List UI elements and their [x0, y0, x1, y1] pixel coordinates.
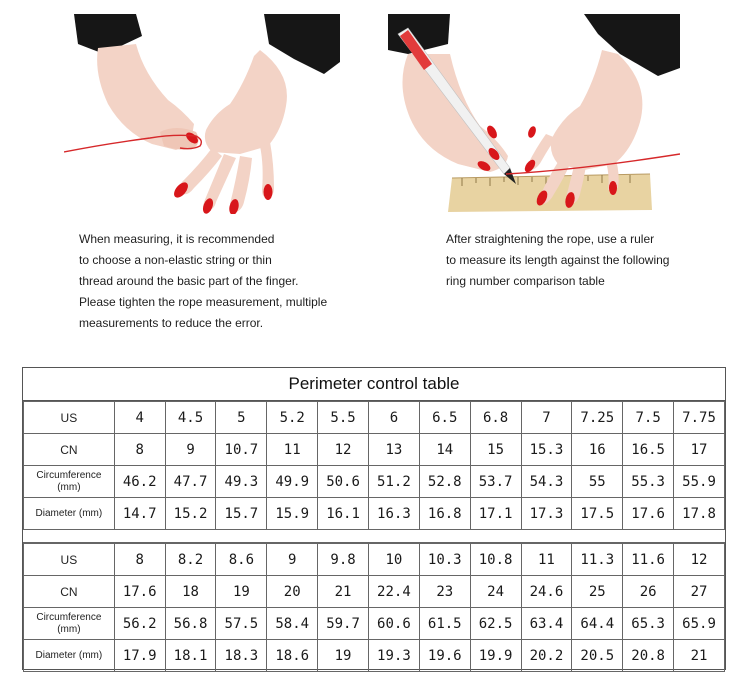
size-cell-diameter: 17.6	[623, 498, 674, 530]
size-cell-circumference: 50.6	[318, 466, 369, 498]
size-cell-cn: 26	[623, 576, 674, 608]
size-cell-cn: 27	[674, 576, 725, 608]
size-cell-circumference: 55.3	[623, 466, 674, 498]
size-cell-us: 5.5	[318, 402, 369, 434]
size-cell-us: 11.6	[623, 544, 674, 576]
size-cell-cn: 24	[470, 576, 521, 608]
size-cell-us: 4.5	[165, 402, 216, 434]
size-cell-circumference: 63.4	[521, 608, 572, 640]
size-cell-circumference: 51.2	[368, 466, 419, 498]
size-cell-us: 5	[216, 402, 267, 434]
size-cell-us: 5.2	[267, 402, 318, 434]
size-cell-circumference: 65.9	[674, 608, 725, 640]
label-diameter: Diameter (mm)	[24, 498, 115, 530]
size-cell-cn: 10.7	[216, 434, 267, 466]
row-circumference	[24, 466, 725, 498]
size-cell-cn: 12	[318, 434, 369, 466]
size-cell-circumference: 61.5	[419, 608, 470, 640]
size-cell-diameter: 20.8	[623, 640, 674, 672]
size-cell-cn: 15.3	[521, 434, 572, 466]
size-cell-diameter: 17.9	[114, 640, 165, 672]
size-cell-diameter: 21	[674, 640, 725, 672]
size-cell-diameter: 18.6	[267, 640, 318, 672]
ring-size-table	[22, 367, 726, 670]
size-cell-diameter: 17.5	[572, 498, 623, 530]
size-cell-diameter: 18.3	[216, 640, 267, 672]
size-cell-us: 4	[114, 402, 165, 434]
size-cell-us: 8	[114, 544, 165, 576]
size-cell-cn: 20	[267, 576, 318, 608]
size-cell-us: 7.75	[674, 402, 725, 434]
size-cell-diameter: 18.1	[165, 640, 216, 672]
label-circumference: Circumference (mm)	[24, 608, 115, 640]
size-cell-diameter: 15.7	[216, 498, 267, 530]
size-cell-diameter: 14.7	[114, 498, 165, 530]
size-cell-cn: 24.6	[521, 576, 572, 608]
row-cn	[24, 576, 725, 608]
size-cell-diameter: 19.6	[419, 640, 470, 672]
size-cell-cn: 11	[267, 434, 318, 466]
size-cell-diameter: 15.2	[165, 498, 216, 530]
size-cell-circumference: 56.8	[165, 608, 216, 640]
instruction-line: measurements to reduce the error.	[79, 316, 264, 330]
size-cell-circumference: 64.4	[572, 608, 623, 640]
size-cell-diameter: 16.8	[419, 498, 470, 530]
size-cell-cn: 22.4	[368, 576, 419, 608]
table-title: Perimeter control table	[23, 368, 725, 401]
size-cell-us: 8.6	[216, 544, 267, 576]
size-cell-cn: 21	[318, 576, 369, 608]
row-us	[24, 544, 725, 576]
size-cell-diameter: 16.3	[368, 498, 419, 530]
size-grid-part2	[23, 543, 725, 672]
size-cell-circumference: 47.7	[165, 466, 216, 498]
row-us	[24, 402, 725, 434]
size-cell-diameter: 19.9	[470, 640, 521, 672]
size-cell-circumference: 57.5	[216, 608, 267, 640]
size-cell-us: 9	[267, 544, 318, 576]
size-cell-circumference: 60.6	[368, 608, 419, 640]
size-cell-us: 9.8	[318, 544, 369, 576]
label-diameter: Diameter (mm)	[24, 640, 115, 672]
size-cell-us: 7	[521, 402, 572, 434]
instructions-left	[79, 229, 379, 334]
size-cell-diameter: 20.2	[521, 640, 572, 672]
size-cell-cn: 15	[470, 434, 521, 466]
size-cell-cn: 14	[419, 434, 470, 466]
photo-measuring-finger	[64, 14, 340, 214]
size-cell-cn: 8	[114, 434, 165, 466]
size-grid-part1	[23, 401, 725, 530]
row-diameter	[24, 640, 725, 672]
size-cell-us: 10	[368, 544, 419, 576]
size-cell-diameter: 17.1	[470, 498, 521, 530]
instructions-right	[446, 229, 726, 292]
label-cn: CN	[24, 576, 115, 608]
size-cell-cn: 17.6	[114, 576, 165, 608]
size-cell-circumference: 62.5	[470, 608, 521, 640]
size-cell-us: 6	[368, 402, 419, 434]
instruction-line: After straightening the rope, use a ruler	[446, 232, 655, 246]
size-cell-circumference: 46.2	[114, 466, 165, 498]
instruction-line: thread around the basic part of the finger.	[79, 274, 299, 288]
size-cell-us: 11.3	[572, 544, 623, 576]
size-cell-circumference: 52.8	[419, 466, 470, 498]
size-cell-diameter: 15.9	[267, 498, 318, 530]
size-cell-us: 6.5	[419, 402, 470, 434]
instruction-line: When measuring, it is recommended	[79, 232, 275, 246]
size-cell-us: 8.2	[165, 544, 216, 576]
label-cn: CN	[24, 434, 115, 466]
size-cell-circumference: 49.9	[267, 466, 318, 498]
size-cell-us: 11	[521, 544, 572, 576]
size-cell-us: 7.25	[572, 402, 623, 434]
label-us: US	[24, 402, 115, 434]
size-cell-us: 12	[674, 544, 725, 576]
size-cell-circumference: 58.4	[267, 608, 318, 640]
size-cell-cn: 23	[419, 576, 470, 608]
size-cell-circumference: 53.7	[470, 466, 521, 498]
size-cell-us: 10.3	[419, 544, 470, 576]
size-cell-circumference: 55.9	[674, 466, 725, 498]
size-cell-diameter: 20.5	[572, 640, 623, 672]
size-cell-us: 6.8	[470, 402, 521, 434]
size-cell-cn: 25	[572, 576, 623, 608]
size-cell-diameter: 17.3	[521, 498, 572, 530]
size-cell-cn: 16.5	[623, 434, 674, 466]
size-cell-cn: 16	[572, 434, 623, 466]
size-cell-us: 7.5	[623, 402, 674, 434]
size-cell-cn: 18	[165, 576, 216, 608]
size-cell-us: 10.8	[470, 544, 521, 576]
size-cell-diameter: 19.3	[368, 640, 419, 672]
row-circumference	[24, 608, 725, 640]
size-cell-diameter: 19	[318, 640, 369, 672]
size-cell-cn: 17	[674, 434, 725, 466]
label-circumference: Circumference (mm)	[24, 466, 115, 498]
table-divider	[23, 529, 725, 543]
size-cell-circumference: 49.3	[216, 466, 267, 498]
row-diameter	[24, 498, 725, 530]
size-cell-diameter: 17.8	[674, 498, 725, 530]
size-cell-cn: 19	[216, 576, 267, 608]
instruction-line: to choose a non-elastic string or thin	[79, 253, 272, 267]
size-cell-circumference: 59.7	[318, 608, 369, 640]
instruction-line: to measure its length against the following	[446, 253, 670, 267]
size-cell-diameter: 16.1	[318, 498, 369, 530]
instruction-line: ring number comparison table	[446, 274, 605, 288]
size-cell-cn: 9	[165, 434, 216, 466]
size-cell-circumference: 55	[572, 466, 623, 498]
size-cell-cn: 13	[368, 434, 419, 466]
row-cn	[24, 434, 725, 466]
size-cell-circumference: 65.3	[623, 608, 674, 640]
photo-measuring-ruler	[388, 14, 680, 212]
size-cell-circumference: 54.3	[521, 466, 572, 498]
size-cell-circumference: 56.2	[114, 608, 165, 640]
label-us: US	[24, 544, 115, 576]
instruction-line: Please tighten the rope measurement, multiple	[79, 295, 328, 309]
